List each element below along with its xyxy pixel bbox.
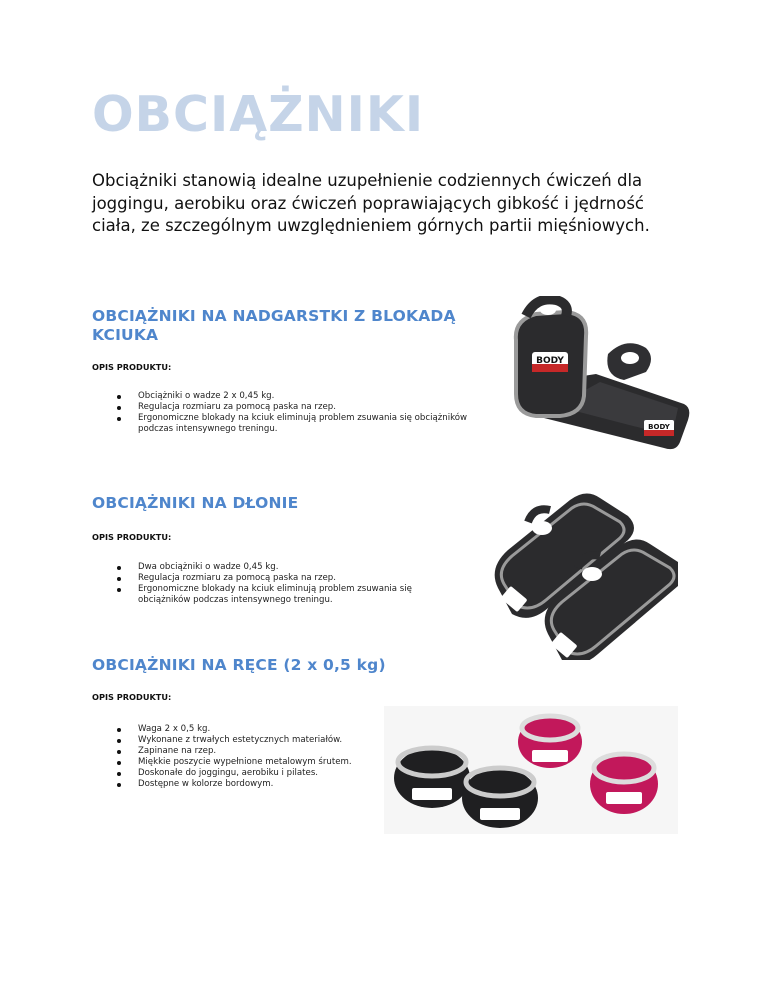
list-item: Ergonomiczne blokady na kciuk eliminują problem zsuwania się obciążników podczas intensywnego treningu. [92, 413, 472, 435]
product-description-label: OPIS PRODUKTU: [92, 362, 172, 372]
page-title: OBCIĄŻNIKI [92, 86, 425, 143]
section-heading-hands: OBCIĄŻNIKI NA DŁONIE [92, 494, 299, 512]
product-description-label: OPIS PRODUKTU: [92, 692, 172, 702]
section-heading-arms: OBCIĄŻNIKI NA RĘCE (2 x 0,5 kg) [92, 656, 386, 674]
list-item: Obciążniki o wadze 2 x 0,45 kg. [92, 391, 472, 402]
list-item: Ergonomiczne blokady na kciuk eliminują problem zsuwania się obciążników podczas intensywnego treningu. [92, 584, 462, 606]
list-item: Miękkie poszycie wypełnione metalowym śrutem. [92, 757, 382, 768]
intro-paragraph: Obciążniki stanowią idealne uzupełnienie codziennych ćwiczeń dla joggingu, aerobiku oraz ćwiczeń poprawiających gibkość i jędrność ciała, ze szczególnym uwzględnieniem górnych partii mięśniowych. [92, 171, 650, 235]
list-item: Doskonałe do joggingu, aerobiku i pilates. [92, 768, 382, 779]
bullet-list-wrist [92, 391, 472, 435]
list-item: Zapinane na rzep. [92, 746, 382, 757]
brand-logo: BODY [536, 356, 564, 366]
brand-logo: BODY [648, 423, 670, 431]
hand-weight-image [478, 478, 678, 660]
list-item: Regulacja rozmiaru za pomocą paska na rzep. [92, 573, 462, 584]
section-heading-wrist: OBCIĄŻNIKI NA NADGARSTKI Z BLOKADĄ KCIUKA [92, 307, 456, 344]
list-item: Waga 2 x 0,5 kg. [92, 724, 382, 735]
list-item: Regulacja rozmiaru za pomocą paska na rzep. [92, 402, 472, 413]
bullet-list-arms [92, 724, 382, 790]
wrist-weight-image [496, 296, 696, 461]
bullet-list-hands [92, 562, 462, 606]
arm-weight-image [384, 706, 678, 834]
list-item: Dwa obciążniki o wadze 0,45 kg. [92, 562, 462, 573]
product-description-label: OPIS PRODUKTU: [92, 532, 172, 542]
list-item: Wykonane z trwałych estetycznych materiałów. [92, 735, 382, 746]
list-item: Dostępne w kolorze bordowym. [92, 779, 382, 790]
